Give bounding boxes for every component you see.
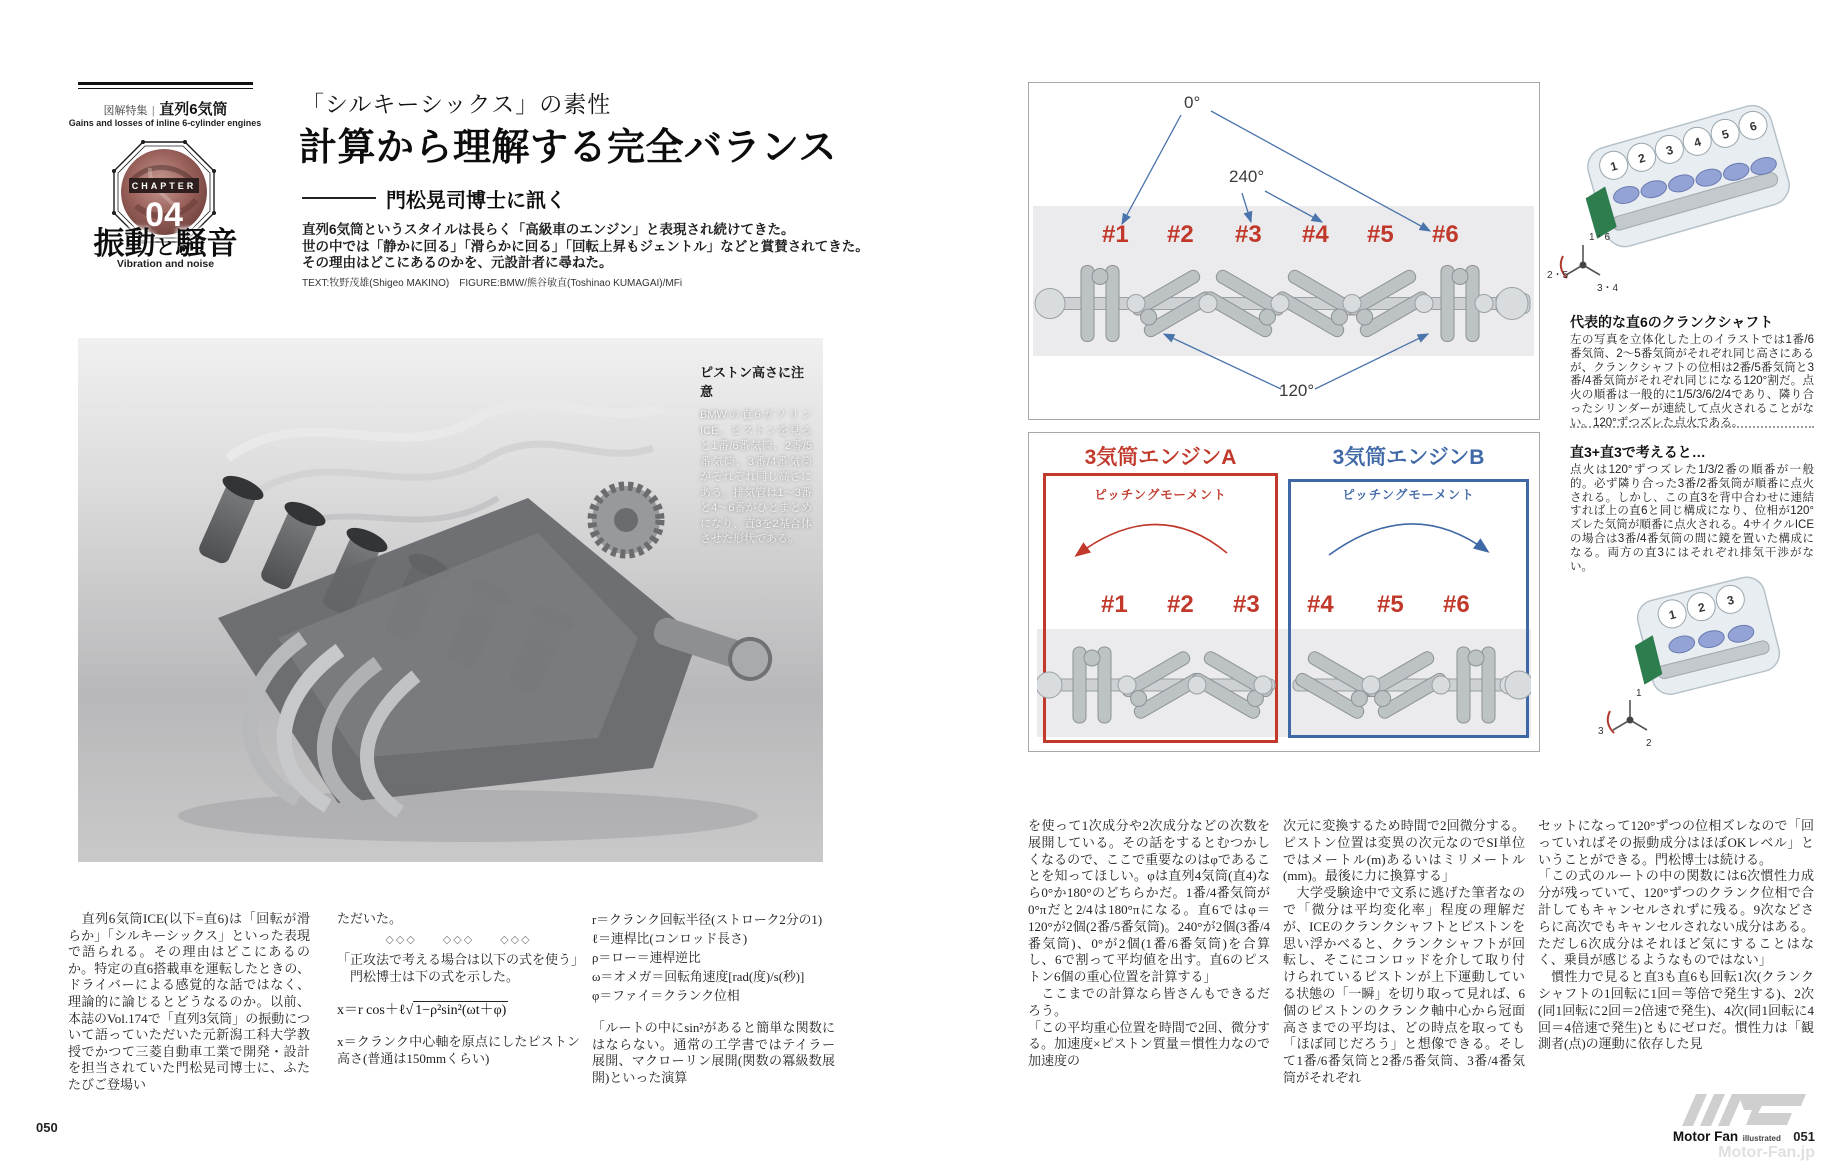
piston3-number-3: 3 [1725,592,1736,608]
photo-caption [700,362,812,548]
phase-star-6 [1547,232,1619,294]
inline6-cutaway-figure [1545,80,1815,308]
series-label: 図解特集 [103,105,148,117]
body-left-col2-p2: 「正攻法で考える場合は以下の式を使う」 [337,952,585,968]
body-right-col1-p3: 「この平均重心位置を時間で2回、微分する。加速度×ピストン質量＝慣性力なので加速度の [1028,1019,1270,1069]
chapter-title [78,218,253,263]
phase-label-16: 1・6 [1589,232,1611,243]
crankshaft-3cyl-b [1291,633,1531,737]
body-right-col3 [1538,818,1814,1053]
piston-number-1: 1 [1608,158,1620,174]
site-watermark: Motor-Fan.jp [1718,1144,1815,1161]
formula-def-rho: ρ＝ロー＝連桿逆比 [592,951,701,965]
phase3-label-3: 3 [1598,726,1604,737]
brand-sub-text: illustrated [1742,1134,1781,1143]
formula-def-phi: φ＝ファイ＝クランク位相 [592,989,740,1003]
chapter-title-part1: 振動 [93,226,156,261]
cyl-a-label-1: #1 [1101,591,1128,618]
moment-label-a: ピッチングモーメント [1094,488,1227,502]
body-right-col3-p1: セットになって120°ずつの位相ズレなので「回っていればその振動成分はほぼOKレベル」ということができる。門松博士は続ける。 [1538,818,1814,867]
piston-number-3: 3 [1664,142,1675,158]
chapter-number: 04 [145,196,183,234]
cyl-label-1: #1 [1102,221,1129,248]
body-left-col2-p1: ただいた。 [337,911,403,926]
cyl-b-label-5: #5 [1377,591,1404,618]
body-left-col3 [592,911,835,1086]
three-cyl-comparison-diagram [1028,432,1540,752]
page-title: 計算から理解する完全バランス [299,127,837,169]
chapter-title-part2: と [155,237,176,259]
credit-line: TEXT:牧野茂雄(Shigeo MAKINO) FIGURE:BMW/熊谷敏直(Toshinao KUMAGAI)/MFi [302,278,683,289]
crankshaft-phase-diagram [1028,82,1540,420]
brand-logo-text: Motor Fan [1672,1129,1739,1144]
engine-a-title: 3気筒エンジンA [1084,446,1237,469]
folio-left: 050 [36,1120,58,1135]
cyl-label-4: #4 [1302,221,1329,248]
formula-def-r: r＝クランク回転半径(ストローク2分の1) [592,913,823,927]
header-rule-thick [78,82,253,85]
phase-label-34: 3・4 [1597,283,1619,294]
engine-b-title: 3気筒エンジンB [1332,446,1485,469]
angle-label-0: 0° [1184,93,1201,112]
body-left-col2 [337,911,585,1067]
inline3-cutaway-figure [1590,548,1815,763]
cyl-label-2: #2 [1167,221,1194,248]
formula-def-l: ℓ＝連桿比(コンロッド長さ) [592,932,748,946]
piston3-number-2: 2 [1696,599,1707,616]
chapter-label: CHAPTER [131,181,197,191]
crankshaft-3cyl-a [1037,633,1277,737]
formula-def-omega: ω＝オメガ＝回転角速度[rad(度)/s(秒)] [592,970,805,984]
lead-line-3: その理由はどこにあるのかを、元設計者に尋ねた。 [302,255,613,270]
body-left-col1 [68,911,310,1094]
formula-radicand: 1−ρ²sin²(ωt＋φ) [415,1003,507,1019]
cyl-b-label-4: #4 [1307,591,1334,618]
piston-number-5: 5 [1720,126,1731,142]
folio-right: 051 [1793,1129,1815,1144]
cyl-label-6: #6 [1432,221,1459,248]
body-right-col1-p1: を使って1次成分や2次成分などの次数を展開している。その話をするとむつかしくなるので、ここで重要なのはφであることを知ってほしい。φは直列4気筒(直4)なら0°か180°のどちらかだ。1番/4番気筒が0°πだと2/4は180°πになる。直6ではφ＝120°が2個(2番/5番気筒)。240°が2個(3番/4番気筒)、0°が2個(1番/6番気筒)を合算し、6で割って平均値を出す。直6のピストン6個の重心位置を計算する」 [1028,818,1270,985]
body-right-col1 [1028,818,1270,1070]
angle-label-240: 240° [1229,167,1265,186]
angle-label-120: 120° [1279,381,1315,400]
piston-height-formula [337,1003,580,1020]
body-left-col1-p: 直列6気筒ICE(以下=直6)は「回転が滑らか」「シルキーシックス」といった表現で語られる。その理由はどこにあるのか。特定の直6搭載車を運転したときの、ドライバーによる感覚的な話ではなく、理論的に論じるとどうなるのか。以前、本誌のVol.174で「直列3気筒」の振動について語っていただいた元新潟工科大学教授でかつて三菱自動車工業で開発・設計を担当されていた門松晃司博士に、ふたたびご登場い [68,911,310,1092]
body-left-col2-note: x＝クランク中心軸を原点にしたピストン高さ(普通は150mmくらい) [337,1033,580,1066]
body-right-col3-p2: 「この式のルートの中の関数には6次慣性力成分が残っていて、120°ずつのクランク位相で合計してもキャンセルされずに残る。9次などさらに高次でもキャンセルされない成分はある。ただし6次成分はそれほど気にすることはなく、乗員が感じるようなものではない」 [1538,868,1814,968]
section-divider-diamonds: ◇◇◇ ◇◇◇ ◇◇◇ [385,933,532,946]
engine-photo [78,338,823,862]
crankshaft-6cyl-photo [1034,251,1534,356]
piston-number-4: 4 [1692,134,1703,150]
piston3-number-1: 1 [1667,607,1678,623]
mfi-logo [1680,1086,1810,1128]
sidebar-sec2-body: 点火は120°ずつズレた1/3/2番の順番が一般的。必ず隣り合った3番/2番気筒が順番に点火される。しかし、この直3を背中合わせに連結すれば上の直6と同じ構成になり、位相が120°ズレた気筒が順番に点火される。4サイクルICEの場合は3番/4番気筒の間に鏡を置いた構成になる。両方の直3にはそれぞれ排気干渉がない。 [1570,464,1814,573]
lead-paragraph [302,222,869,272]
body-right-col1-p2: ここまでの計算なら皆さんもできるだろう。 [1028,985,1270,1018]
photo-caption-body: BMWの直6ガソリンICE。ピストンを見ると1番/6番気筒、2番/5番気筒、3番/4番気筒がそれぞれ同じ高さにある。排気管は1〜3番と4〜6番がひとまとめになり、直3を2基合体させた形状である。 [700,409,812,545]
sidebar-sec1-title: 代表的な直6のクランクシャフト [1570,314,1774,330]
body-left-col3-p: 「ルートの中にsin²があると簡単な関数にはならない。通常の工学書ではテイラー展開、マクローリン展開(関数の冪級数展開)といった演算 [592,1020,835,1085]
sidebar-sec1-body: 左の写真を立体化した上のイラストでは1番/6番気筒、2〜5番気筒がそれぞれ同じ高さにあるが、クランクシャフトの位相は2番/5番気筒と3番/4番気筒がそれぞれ同じになる120°割だ。点火の順番は一般的に1/5/3/6/2/4であり、隣り合ったシリンダーが連続して点火されることがない。120°ずつズレた点火である。 [1570,334,1814,429]
body-right-col2 [1283,818,1525,1087]
sidebar-sec2-title: 直3+直3で考えると… [1570,444,1706,460]
cyl-label-3: #3 [1235,221,1262,248]
chapter-title-part3: 騒音 [175,226,238,261]
series-en: Gains and losses of inline 6-cylinder engines [68,118,262,128]
phase-label-25: 2・5 [1547,270,1569,281]
series-topic: 直列6気筒 [159,101,228,118]
phase3-label-2: 2 [1646,738,1652,749]
chapter-title-en: Vibration and noise [116,258,215,270]
series-divider: | [151,105,155,117]
subtitle: 門松晃司博士に訊く [386,190,566,212]
lead-line-1: 直列6気筒というスタイルは長らく「高級車のエンジン」と表現され続けてきた。 [302,222,795,237]
body-right-col2-p2: 大学受験途中で文系に逃げた筆者なので「微分は平均変化率」程度の理解だが、ICEのクランクシャフトとピストンを思い浮かべると、クランクシャフトが回転し、そこにコンロッドを介して取り付けられているピストンが上下運動している状態の「一瞬」を切り取って見れば、6個のピストンのクランク軸中心から冠面高さまでの平均は、どの時点を取っても「ほぼ同じだろう」と想像できる。そして1番/6番気筒と2番/5番気筒、3番/4番気筒がそれぞれ [1283,885,1525,1085]
kicker: 「シルキーシックス」の素性 [301,92,612,117]
body-left-col2-p3: 門松博士は下の式を示した。 [337,968,520,984]
body-right-col3-p3: 慣性力で見ると直3も直6も回転1次(クランクシャフトの1回転に1回＝等倍で発生する)、2次(同1回転に2回＝2倍速で発生)、4次(同1回転に4回＝4倍速で発生)ともにゼロだ。慣性力は「観測者(点)の運動に依存した見 [1538,969,1814,1052]
piston-number-2: 2 [1636,150,1647,166]
moment-label-b: ピッチングモーメント [1342,488,1475,502]
subtitle-dash [302,197,376,199]
photo-caption-title: ピストン高さに注意 [700,365,805,399]
header-rule-thin [78,88,253,89]
body-right-col2-p1: 次元に変換するため時間で2回微分する。ピストン位置は変異の次元なのでSI単位ではメートル(m)あるいはミリメートル(mm)。最後に力に換算する」 [1283,818,1525,884]
sidebar-divider [1570,426,1814,428]
lead-line-2: 世の中では「静かに回る」「滑らかに回る」「回転上昇もジェントル」などと賞賛されてきた。 [302,238,869,254]
cyl-label-5: #5 [1367,221,1394,248]
cyl-a-label-2: #2 [1167,591,1194,618]
cyl-b-label-6: #6 [1443,591,1470,618]
formula-prefix: x＝r cos＋ℓ√ [337,1003,414,1019]
phase3-label-1: 1 [1636,688,1642,699]
phase-star-3 [1598,688,1652,749]
piston-number-6: 6 [1748,118,1759,134]
series-line [78,98,253,119]
cyl-a-label-3: #3 [1233,591,1260,618]
